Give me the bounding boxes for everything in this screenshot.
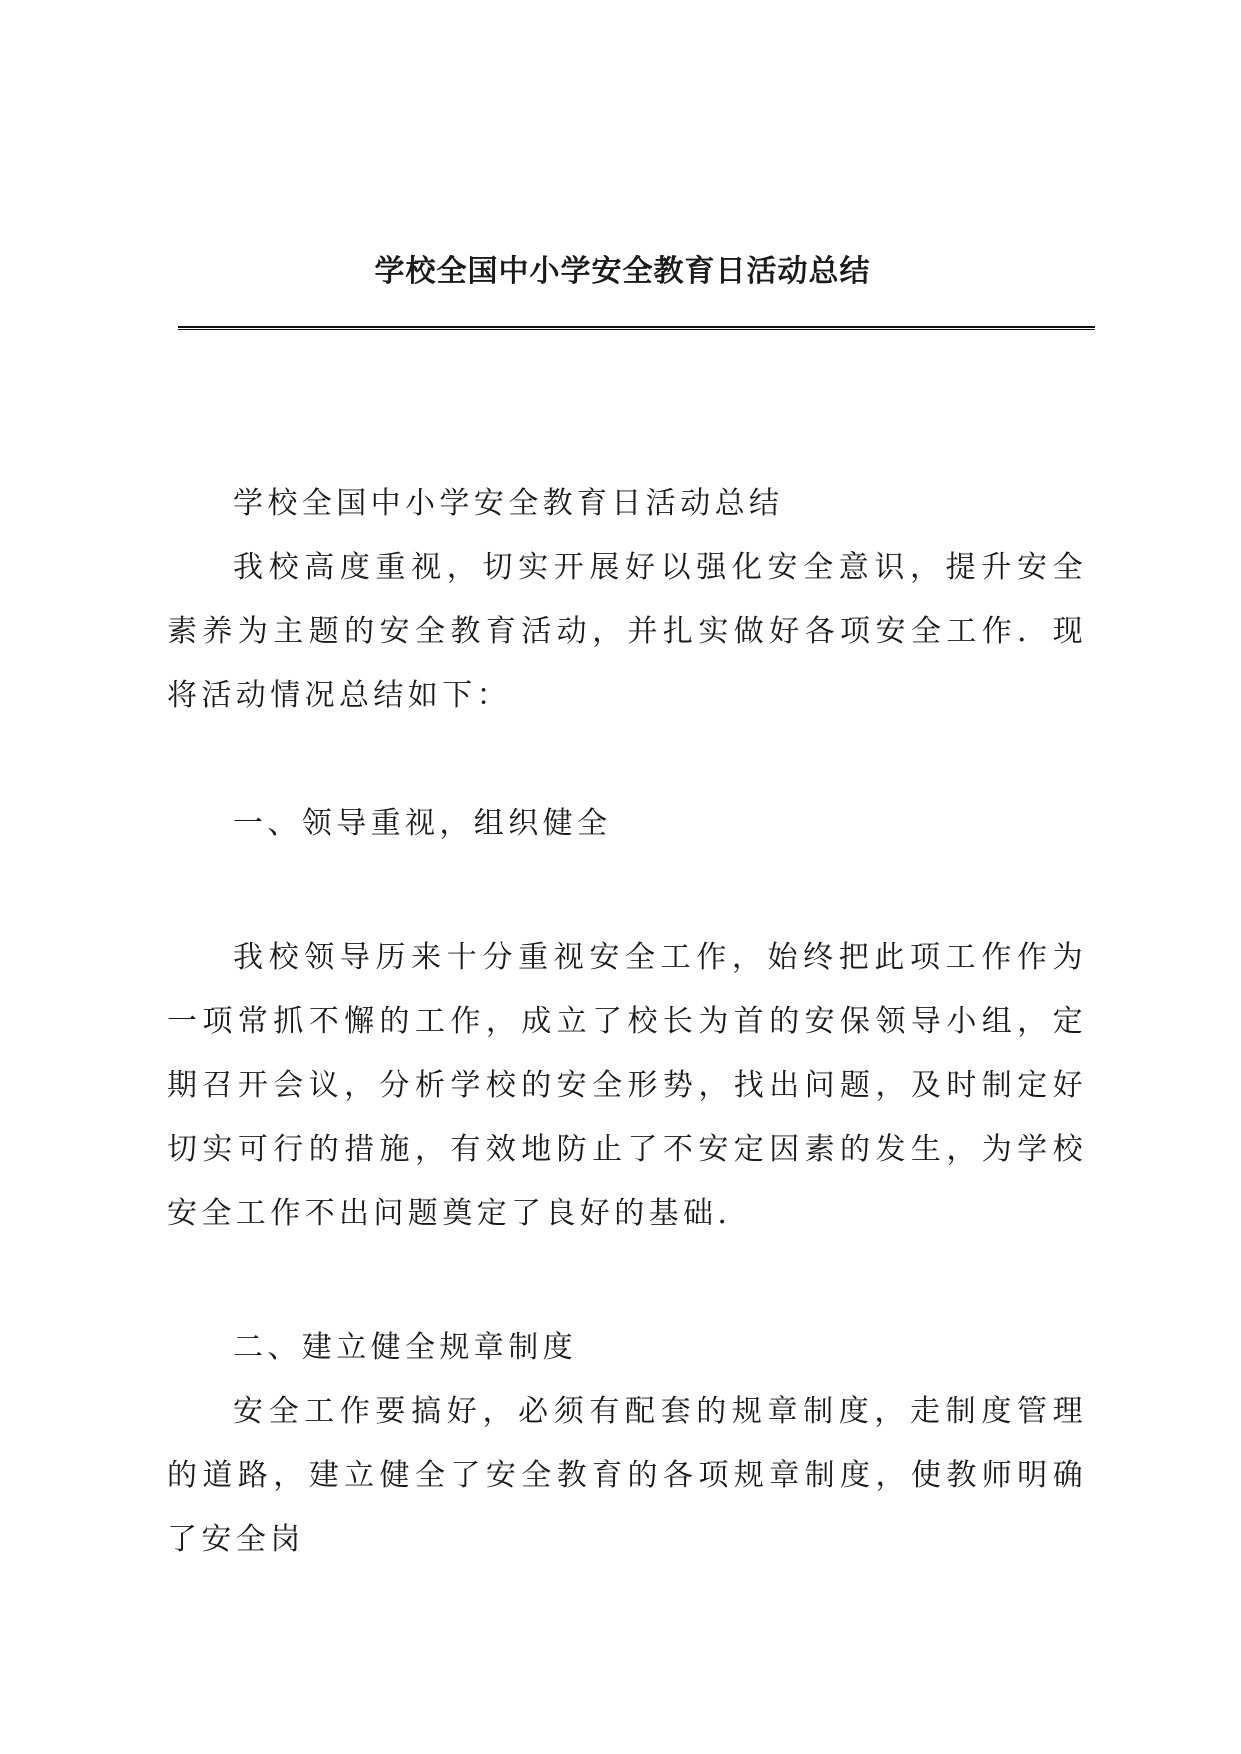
paragraph-subtitle: 学校全国中小学安全教育日活动总结: [233, 486, 784, 521]
document-title: 学校全国中小学安全教育日活动总结: [374, 254, 871, 289]
paragraph-intro: 我校高度重视，切实开展好以强化安全意识，提升安全素养为主题的安全教育活动，并扎实做好各项安全工作．现将活动情况总结如下：: [167, 550, 1087, 713]
section-heading-1: 一、领导重视，组织健全: [233, 806, 612, 841]
section-heading-2: 二、建立健全规章制度: [233, 1330, 577, 1365]
paragraph-section-1: 我校领导历来十分重视安全工作，始终把此项工作作为一项常抓不懈的工作，成立了校长为首的安保领导小组，定期召开会议，分析学校的安全形势，找出问题，及时制定好切实可行的措施，有效地防止了不安定因素的发生，为学校安全工作不出问题奠定了良好的基础.: [167, 940, 1087, 1231]
paragraph-section-2: 安全工作要搞好，必须有配套的规章制度，走制度管理的道路，建立健全了安全教育的各项规章制度，使教师明确了安全岗: [167, 1394, 1087, 1557]
title-divider: [178, 326, 1095, 330]
